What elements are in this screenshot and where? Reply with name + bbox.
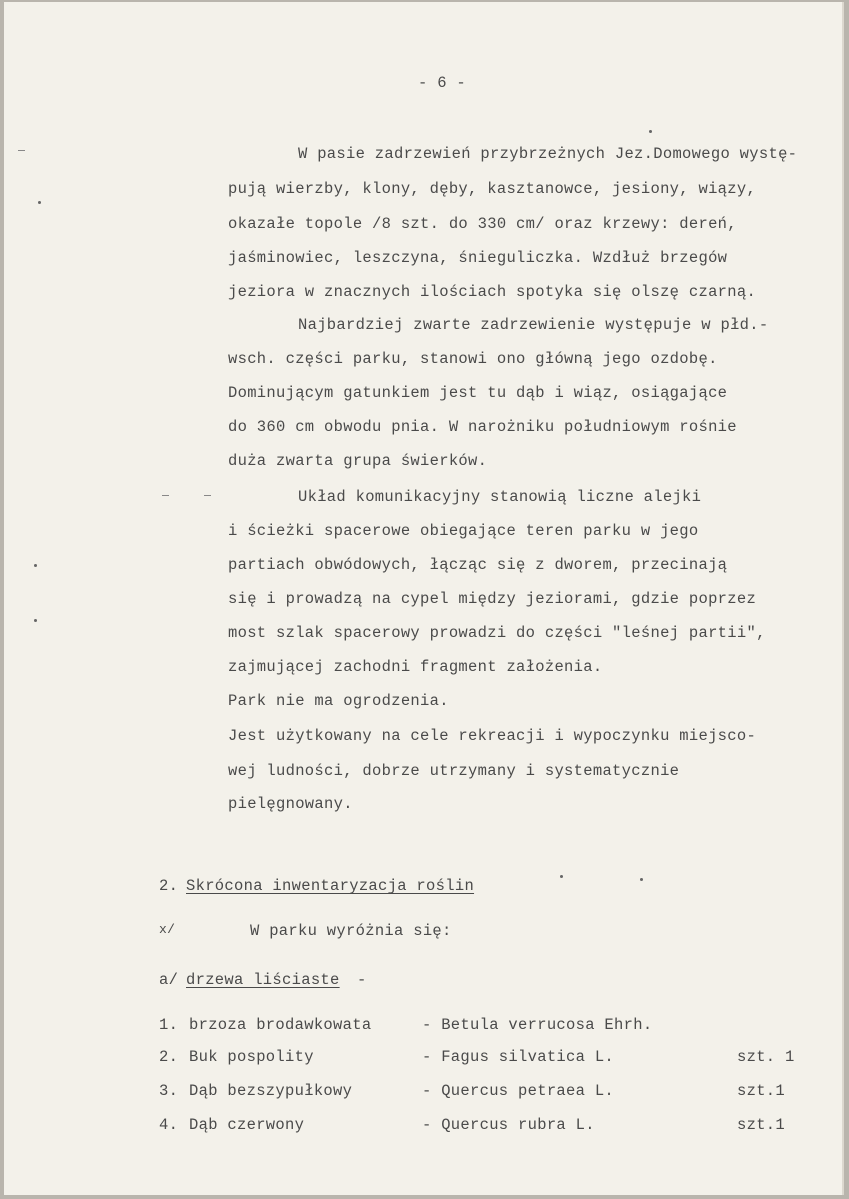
page-number: - 6 - — [418, 74, 467, 92]
plant-count: szt.1 — [737, 1082, 786, 1100]
subheading-suffix: - — [357, 971, 367, 989]
text-line: wsch. części parku, stanowi ono główną jego ozdobę. — [228, 350, 718, 368]
text-line: W pasie zadrzewień przybrzeżnych Jez.Domowego wystę- — [298, 145, 798, 163]
text-line: jaśminowiec, leszczyna, śnieguliczka. Wzdłuż brzegów — [228, 249, 728, 267]
margin-speck — [34, 564, 37, 567]
text-line: duża zwarta grupa świerków. — [228, 452, 488, 470]
margin-speck — [34, 619, 37, 622]
text-line: most szlak spacerowy prowadzi do części "leśnej partii", — [228, 624, 766, 642]
margin-speck — [204, 495, 211, 496]
text-line: zajmującej zachodni fragment założenia. — [228, 658, 603, 676]
margin-speck — [649, 130, 652, 133]
plant-name: brzoza brodawkowata — [189, 1016, 372, 1034]
plant-latin: - Betula verrucosa Ehrh. — [422, 1016, 653, 1034]
plant-name: Dąb czerwony — [189, 1116, 305, 1134]
plant-latin: - Fagus silvatica L. — [422, 1048, 615, 1066]
plant-latin: - Quercus petraea L. — [422, 1082, 615, 1100]
text-line: partiach obwódowych, łącząc się z dworem, przecinają — [228, 556, 728, 574]
section-intro: W parku wyróżnia się: — [250, 922, 452, 940]
plant-number: 3. — [159, 1082, 179, 1100]
plant-name: Buk pospolity — [189, 1048, 314, 1066]
text-line: się i prowadzą na cypel między jeziorami, gdzie poprzez — [228, 590, 757, 608]
margin-speck — [560, 875, 563, 878]
margin-note: x/ — [159, 922, 176, 937]
subheading-prefix: a/ — [159, 971, 179, 989]
text-line: i ścieżki spacerowe obiegające teren parku w jego — [228, 522, 699, 540]
text-line: pielęgnowany. — [228, 795, 353, 813]
plant-latin: - Quercus rubra L. — [422, 1116, 595, 1134]
plant-number: 4. — [159, 1116, 179, 1134]
text-line: do 360 cm obwodu pnia. W narożniku południowym rośnie — [228, 418, 737, 436]
text-line: Park nie ma ogrodzenia. — [228, 692, 449, 710]
text-line: Układ komunikacyjny stanowią liczne alejki — [298, 488, 702, 506]
plant-name: Dąb bezszypułkowy — [189, 1082, 353, 1100]
section-title: Skrócona inwentaryzacja roślin — [186, 877, 475, 895]
plant-number: 1. — [159, 1016, 179, 1034]
margin-speck — [38, 201, 41, 204]
text-line: Dominującym gatunkiem jest tu dąb i wiąz, osiągające — [228, 384, 728, 402]
text-line: jeziora w znacznych ilościach spotyka się olszę czarną. — [228, 283, 757, 301]
document-page — [4, 2, 844, 1195]
text-line: okazałe topole /8 szt. do 330 cm/ oraz krzewy: dereń, — [228, 215, 737, 233]
text-line: pują wierzby, klony, dęby, kasztanowce, jesiony, wiązy, — [228, 180, 757, 198]
subheading: drzewa liściaste — [186, 971, 340, 989]
text-line: Jest użytkowany na cele rekreacji i wypoczynku miejsco- — [228, 727, 757, 745]
margin-speck — [162, 495, 169, 496]
margin-speck — [18, 150, 25, 151]
section-number: 2. — [159, 877, 179, 895]
text-line: Najbardziej zwarte zadrzewienie występuje w płd.- — [298, 316, 769, 334]
text-line: wej ludności, dobrze utrzymany i systematycznie — [228, 762, 680, 780]
plant-number: 2. — [159, 1048, 179, 1066]
plant-count: szt.1 — [737, 1116, 786, 1134]
plant-count: szt. 1 — [737, 1048, 795, 1066]
margin-speck — [640, 878, 643, 881]
